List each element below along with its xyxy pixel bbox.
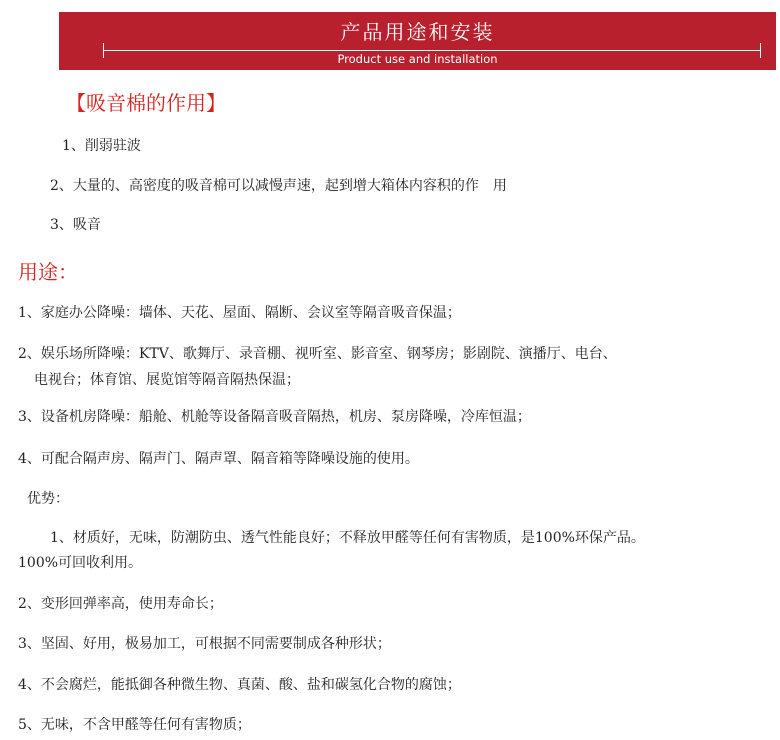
functions-item: 3、吸音 xyxy=(50,217,101,233)
uses-heading: 用途： xyxy=(18,260,78,284)
advantages-item: 3、坚固、好用，极易加工，可根据不同需要制成各种形状； xyxy=(18,636,391,652)
uses-item: 1、家庭办公降噪：墙体、天花、屋面、隔断、会议室等隔音吸音保温； xyxy=(18,305,461,321)
advantages-item: 2、变形回弹率高，使用寿命长； xyxy=(18,596,223,612)
uses-item: 2、娱乐场所降噪：KTV、歌舞厅、录音棚、视听室、影音室、钢琴房；影剧院、演播厅、电台、 xyxy=(18,346,617,362)
advantages-item: 5、无味，不含甲醛等任何有害物质； xyxy=(18,717,251,733)
section-banner xyxy=(59,12,776,70)
uses-item: 3、设备机房降噪：船舱、机舱等设备隔音吸音隔热，机房、泵房降噪，冷库恒温； xyxy=(18,409,531,425)
advantages-heading: 优势： xyxy=(27,491,69,507)
uses-item-continued: 电视台；体育馆、展览馆等隔音隔热保温； xyxy=(34,372,300,388)
banner-title: 产品用途和安装 xyxy=(340,20,495,44)
functions-heading: 【吸音棉的作用】 xyxy=(66,91,226,115)
banner-subtitle: Product use and installation xyxy=(337,52,498,66)
functions-item: 1、削弱驻波 xyxy=(62,138,141,154)
advantages-item: 4、不会腐烂，能抵御各种微生物、真菌、酸、盐和碳氢化合物的腐蚀； xyxy=(18,677,461,693)
advantages-item: 1、材质好，无味，防潮防虫、透气性能良好；不释放甲醛等任何有害物质，是100%环保产品。 xyxy=(50,530,645,546)
uses-item: 4、可配合隔声房、隔声门、隔声罩、隔音箱等降噪设施的使用。 xyxy=(18,451,419,467)
functions-item: 2、大量的、高密度的吸音棉可以减慢声速，起到增大箱体内容积的作 用 xyxy=(50,178,507,194)
advantages-item-continued: 100%可回收利用。 xyxy=(18,555,143,571)
